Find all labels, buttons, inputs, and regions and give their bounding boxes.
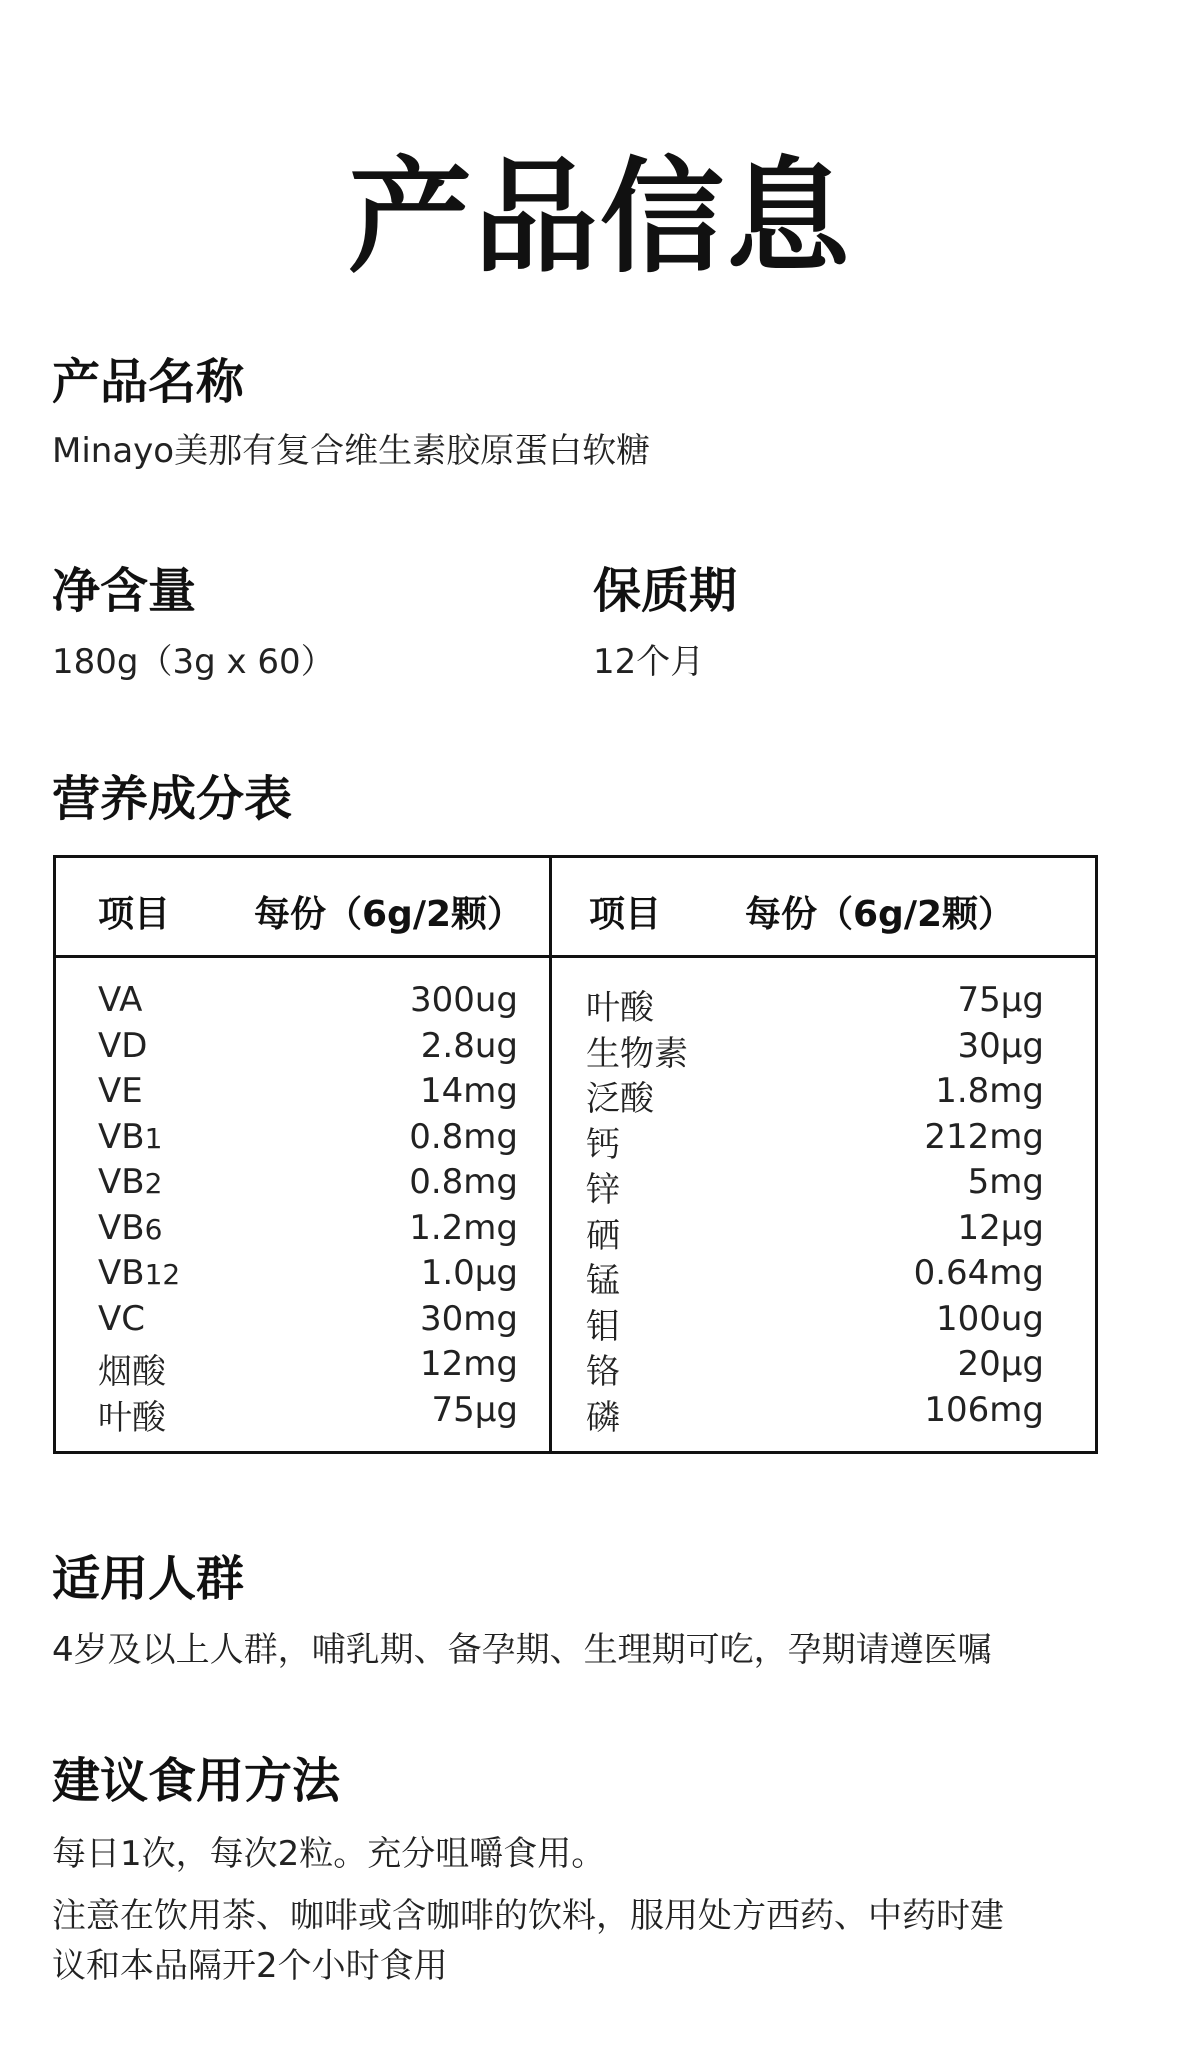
nutrient-name-suffix: 2 <box>144 1167 163 1200</box>
nutrient-name-text: VA <box>98 980 143 1020</box>
header-item-right: 项目 <box>589 894 662 935</box>
nutrient-row <box>98 1390 518 1436</box>
table-divider-horizontal <box>56 955 1095 958</box>
nutrient-value: 75μg <box>431 1389 518 1430</box>
nutrient-row <box>586 1071 1044 1117</box>
nutrient-name <box>586 980 654 1029</box>
nutrient-name-text: 锰 <box>586 1261 620 1301</box>
nutrient-name <box>586 1253 620 1302</box>
nutrient-row <box>98 1344 518 1390</box>
nutrient-name-text: 钼 <box>586 1306 620 1347</box>
header-item-left: 项目 <box>98 894 171 935</box>
nutrition-column-left <box>98 980 518 1438</box>
nutrient-row <box>586 1162 1044 1208</box>
nutrient-row <box>586 1253 1044 1299</box>
nutrient-value: 0.8mg <box>409 1162 518 1202</box>
nutrient-name <box>586 1390 620 1439</box>
nutrient-name-text: VB <box>98 1116 145 1157</box>
nutrition-column-right <box>586 980 1044 1438</box>
nutrient-name <box>586 1071 654 1120</box>
product-name-value: Minayo美那有复合维生素胶原蛋白软糖 <box>52 431 651 471</box>
nutrient-row <box>586 1344 1044 1390</box>
nutrient-row <box>98 1026 518 1072</box>
audience-value: 4岁及以上人群，哺乳期、备孕期、生理期可吃，孕期请遵医嘱 <box>52 1630 992 1670</box>
nutrient-name-suffix: 1 <box>144 1121 163 1155</box>
page-title: 产品信息 <box>347 146 852 290</box>
nutrient-row <box>586 1390 1044 1436</box>
nutrient-value: 106mg <box>924 1389 1044 1430</box>
nutrient-row <box>98 1071 518 1117</box>
nutrient-value: 75μg <box>957 980 1044 1020</box>
shelf-life-heading: 保质期 <box>593 563 738 619</box>
nutrient-value: 1.2mg <box>409 1207 518 1248</box>
nutrient-name <box>98 1117 162 1157</box>
usage-line-3: 议和本品隔开2个小时食用 <box>52 1946 448 1986</box>
nutrition-heading: 营养成分表 <box>52 771 293 827</box>
nutrient-name-text: VC <box>98 1298 145 1339</box>
nutrient-row <box>586 1208 1044 1254</box>
nutrient-name <box>98 1071 143 1111</box>
net-content-heading: 净含量 <box>52 563 197 619</box>
nutrient-value: 1.8mg <box>935 1071 1044 1111</box>
usage-line-1: 每日1次，每次2粒。充分咀嚼食用。 <box>52 1834 606 1874</box>
nutrient-value: 212mg <box>924 1116 1044 1157</box>
nutrient-row <box>98 1162 518 1208</box>
nutrient-value: 12μg <box>957 1207 1044 1248</box>
nutrient-name-text: 磷 <box>586 1397 620 1438</box>
nutrient-value: 12mg <box>420 1344 518 1384</box>
nutrient-value: 0.64mg <box>913 1253 1044 1293</box>
usage-line-2: 注意在饮用茶、咖啡或含咖啡的饮料，服用处方西药、中药时建 <box>52 1896 1004 1936</box>
net-content-value: 180g（3g x 60） <box>52 642 335 682</box>
nutrient-name <box>98 1162 162 1202</box>
nutrient-name-text: VB <box>98 1207 145 1248</box>
nutrient-name <box>98 1344 166 1393</box>
nutrient-name-text: 硒 <box>586 1215 620 1256</box>
nutrient-name <box>98 1390 166 1439</box>
nutrient-name <box>98 1026 147 1066</box>
nutrient-row <box>586 980 1044 1026</box>
nutrient-value: 1.0μg <box>420 1253 518 1293</box>
nutrient-name-text: VD <box>98 1025 148 1066</box>
nutrient-name <box>98 1253 180 1293</box>
nutrient-value: 30μg <box>957 1025 1044 1066</box>
nutrient-row <box>586 1117 1044 1163</box>
audience-heading: 适用人群 <box>52 1551 245 1607</box>
nutrient-name <box>98 1208 162 1248</box>
nutrient-name <box>98 980 142 1020</box>
nutrient-row <box>98 980 518 1026</box>
nutrient-name <box>586 1162 620 1211</box>
nutrient-name-text: 锌 <box>586 1170 620 1210</box>
nutrient-row <box>98 1253 518 1299</box>
nutrient-name <box>586 1208 620 1257</box>
nutrient-row <box>98 1117 518 1163</box>
product-name-heading: 产品名称 <box>52 354 245 410</box>
usage-heading: 建议食用方法 <box>52 1753 341 1809</box>
nutrient-name-text: 叶酸 <box>586 988 654 1028</box>
nutrient-value: 20μg <box>957 1344 1044 1384</box>
nutrient-value: 300ug <box>409 980 518 1020</box>
nutrient-row <box>98 1208 518 1254</box>
nutrient-name-text: 烟酸 <box>98 1352 166 1392</box>
nutrient-value: 2.8ug <box>420 1025 518 1066</box>
nutrient-name-text: 钙 <box>586 1124 620 1165</box>
nutrient-name <box>586 1117 620 1166</box>
nutrient-value: 5mg <box>967 1162 1044 1202</box>
nutrient-value: 0.8mg <box>409 1116 518 1157</box>
nutrient-name-suffix: 12 <box>144 1258 181 1291</box>
nutrient-name-text: 泛酸 <box>586 1079 654 1119</box>
nutrient-name <box>586 1026 688 1075</box>
nutrient-row <box>98 1299 518 1345</box>
nutrient-name <box>586 1299 620 1348</box>
nutrition-table <box>53 855 1098 1454</box>
nutrient-value: 14mg <box>420 1071 518 1111</box>
nutrient-row <box>586 1299 1044 1345</box>
nutrient-name-text: VB <box>98 1253 145 1293</box>
nutrient-value: 30mg <box>420 1298 518 1339</box>
nutrient-row <box>586 1026 1044 1072</box>
header-serving-right: 每份（6g/2颗） <box>745 894 1015 935</box>
nutrient-name-text: VE <box>98 1071 143 1111</box>
nutrient-name-text: VB <box>98 1162 145 1202</box>
nutrient-name <box>586 1344 620 1393</box>
header-serving-left: 每份（6g/2颗） <box>254 894 524 935</box>
nutrient-name-text: 叶酸 <box>98 1397 166 1438</box>
nutrient-name-text: 铬 <box>586 1352 620 1392</box>
nutrient-name-suffix: 6 <box>144 1212 163 1246</box>
nutrient-name <box>98 1299 145 1339</box>
nutrient-value: 100ug <box>935 1298 1044 1339</box>
shelf-life-value: 12个月 <box>593 642 705 682</box>
table-divider-vertical <box>549 858 552 1451</box>
nutrient-name-text: 生物素 <box>586 1033 688 1074</box>
